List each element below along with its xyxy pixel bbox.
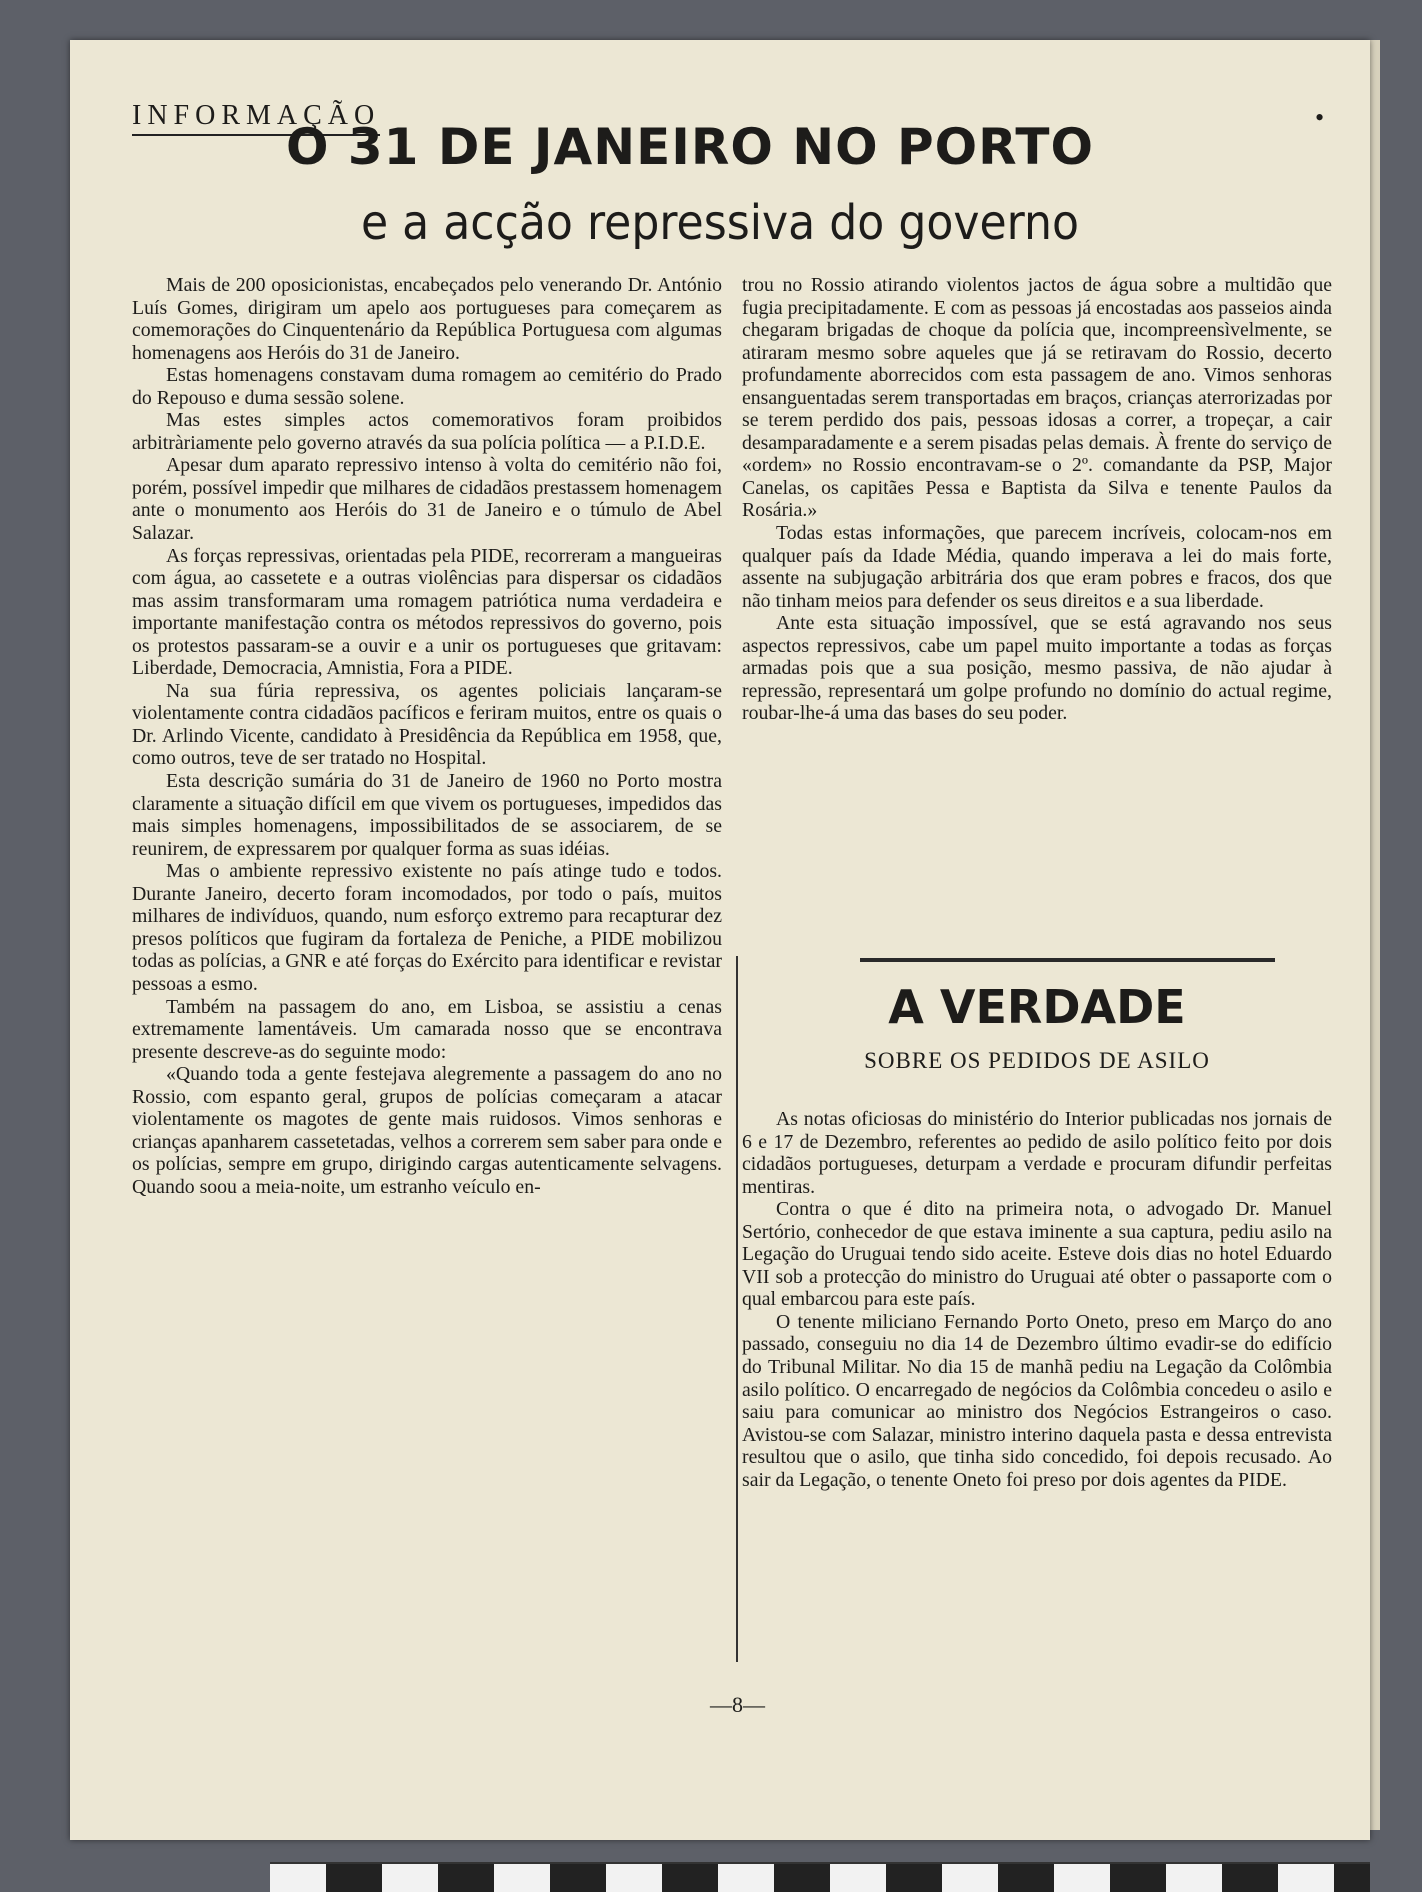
box-top-rule xyxy=(860,958,1275,962)
paragraph: Apesar dum aparato repressivo intenso à volta do cemitério não foi, porém, possível impedir que milhares de cidadãos prestassem homenagem ante o monumento aos Heróis do 31 de Janeiro e o túmulo de Abel Salazar. xyxy=(132,454,722,545)
section-label: INFORMAÇÃO xyxy=(132,100,380,136)
paragraph: trou no Rossio atirando violentos jactos de água sobre a multidão que fugia precipitadamente. E com as pessoas já encostadas aos passeios ainda chegaram brigadas de choque da polícia que, incompreensìvelmente, se atiraram mesmo sobre aqueles que já se retiravam do Rossio, decerto profundamente aborrecidos com esta passagem de ano. Vimos senhoras ensanguentadas serem transportadas em braços, crianças aterrorizadas por se terem perdido dos pais, pessoas idosas a correr, a tropeçar, a cair desamparadamente e a serem pisadas pelas demais. À frente do serviço de «ordem» no Rossio encontravam-se o 2º. comandante da PSP, Major Canelas, os capitães Pessa e Baptista da Silva e tenente Paulos da Rosária.» xyxy=(742,274,1332,522)
left-column xyxy=(132,274,722,1198)
page-number: —8— xyxy=(710,1692,765,1717)
paragraph: Ante esta situação impossível, que se está agravando nos seus aspectos repressivos, cabe um papel muito importante a todas as forças armadas pois que a sua posição, mesmo passiva, de não ajudar à repressão, representará um golpe profundo no domínio do actual regime, roubar-lhe-á uma das bases do seu poder. xyxy=(742,612,1332,725)
headline: O 31 DE JANEIRO NO PORTO xyxy=(285,118,1095,176)
paragraph: Mas estes simples actos comemorativos foram proibidos arbitràriamente pelo governo através da sua polícia política — a P.I.D.E. xyxy=(132,409,722,454)
box-title: A VERDADE xyxy=(888,980,1186,1034)
paragraph: «Quando toda a gente festejava alegremente a passagem do ano no Rossio, com espanto geral, grupos de polícias começaram a atacar violentamente os magotes de gente mais ruidosos. Vimos senhoras e crianças apanharem cassetetadas, velhos a correrem sem saber para onde e os polícias, sempre em grupo, dirigindo cargas autenticamente selvagens. Quando soou a meia-noite, um estranho veículo en- xyxy=(132,1063,722,1198)
headline-subtitle: e a acção repressiva do governo xyxy=(360,195,1080,251)
paragraph: Esta descrição sumária do 31 de Janeiro de 1960 no Porto mostra claramente a situação difícil em que vivem os portugueses, impedidos das mais simples homenagens, impossibilitados de se associarem, de se reunirem, de expressarem por qualquer forma as suas idéias. xyxy=(132,770,722,860)
corner-mark: • xyxy=(1315,103,1325,132)
scale-ruler xyxy=(270,1862,1370,1892)
paragraph: Mais de 200 oposicionistas, encabeçados pelo venerando Dr. António Luís Gomes, dirigiram um apelo aos portugueses para começarem as comemorações do Cinquentenário da República Portuguesa com algumas homenagens aos Heróis do 31 de Janeiro. xyxy=(132,274,722,364)
paragraph: Contra o que é dito na primeira nota, o advogado Dr. Manuel Sertório, conhecedor de que estava iminente a sua captura, pediu asilo na Legação do Uruguai tendo sido aceite. Esteve dois dias no hotel Eduardo VII sob a protecção do ministro do Uruguai até obter o passaporte com o qual embarcou para este país. xyxy=(742,1198,1332,1311)
paragraph: Todas estas informações, que parecem incríveis, colocam-nos em qualquer país da Idade Média, quando imperava a lei do mais forte, assente na subjugação arbitrária dos que eram pobres e fracos, dos que não tinham meios para defender os seus direitos e a sua liberdade. xyxy=(742,522,1332,612)
paragraph: Estas homenagens constavam duma romagem ao cemitério do Prado do Repouso e duma sessão solene. xyxy=(132,364,722,409)
paragraph: O tenente miliciano Fernando Porto Oneto, preso em Março do ano passado, conseguiu no dia 14 de Dezembro último evadir-se do edifício do Tribunal Militar. No dia 15 de manhã pediu na Legação da Colômbia asilo político. O encarregado de negócios da Colômbia concedeu o asilo e saiu para comunicar ao ministro dos Negócios Estrangeiros o caso. Avistou-se com Salazar, ministro interino daquela pasta e dessa entrevista resultou que o asilo, que tinha sido concedido, foi depois recusado. Ao sair da Legação, o tenente Oneto foi preso por dois agentes da PIDE. xyxy=(742,1310,1332,1491)
paragraph: Na sua fúria repressiva, os agentes policiais lançaram-se violentamente contra cidadãos pacíficos e feriram muitos, entre os quais o Dr. Arlindo Vicente, candidato à Presidência da República em 1958, que, como outros, teve de ser tratado no Hospital. xyxy=(132,679,722,770)
box-left-rule xyxy=(736,956,738,1662)
asylum-article xyxy=(742,1108,1332,1491)
paragraph: Mas o ambiente repressivo existente no país atinge tudo e todos. Durante Janeiro, decerto foram incomodados, por todo o país, muitos milhares de indivíduos, quando, num esforço extremo para recapturar dez presos políticos que fugiram da fortaleza de Peniche, a PIDE mobilizou todas as polícias, a GNR e até forças do Exército para identificar e revistar pessoas a esmo. xyxy=(132,860,722,995)
paragraph: As notas oficiosas do ministério do Interior publicadas nos jornais de 6 e 17 de Dezembro, referentes ao pedido de asilo político feito por dois cidadãos portugueses, deturpam a verdade e procuram difundir perfeitas mentiras. xyxy=(742,1108,1332,1198)
newspaper-page xyxy=(70,40,1370,1840)
box-subtitle: SOBRE OS PEDIDOS DE ASILO xyxy=(864,1048,1210,1073)
paragraph: As forças repressivas, orientadas pela PIDE, recorreram a mangueiras com água, ao cassetete e a outras violências para dispersar os cidadãos mas assim transformaram uma romagem patriótica numa verdadeira e importante manifestação contra os métodos repressivos do governo, pois os protestos passaram-se a ouvir e a unir os portugueses que gritavam: Liberdade, Democracia, Amnistia, Fora a PIDE. xyxy=(132,544,722,680)
page-edge-shadow xyxy=(1370,40,1380,1830)
paragraph: Também na passagem do ano, em Lisboa, se assistiu a cenas extremamente lamentáveis. Um camarada nosso que se encontrava presente descreve-as do seguinte modo: xyxy=(132,995,722,1063)
right-column xyxy=(742,274,1332,725)
